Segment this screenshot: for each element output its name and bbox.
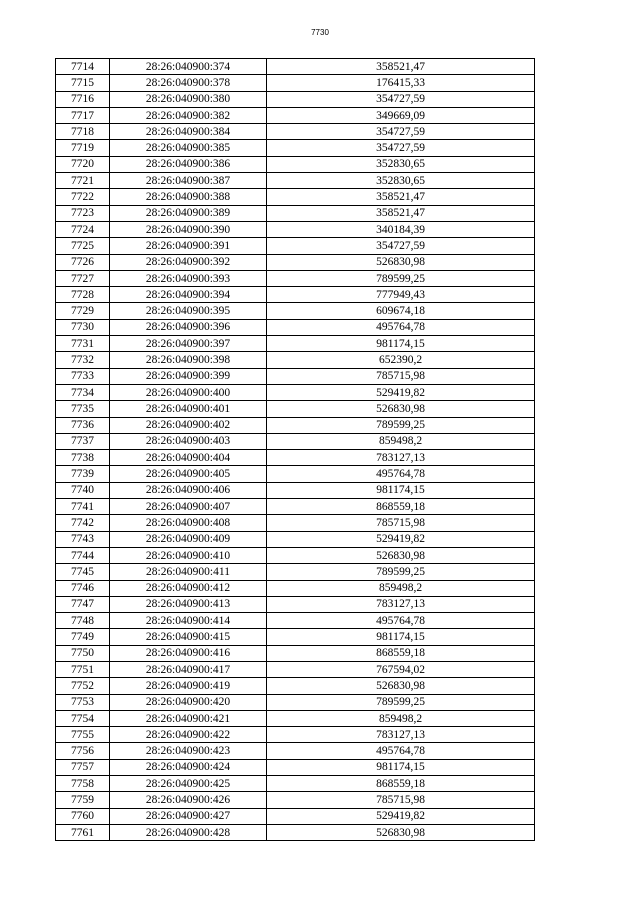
cadastral-value-cell: 358521,47 [267, 59, 535, 75]
cadastral-number-cell: 28:26:040900:396 [110, 319, 267, 335]
table-row [56, 173, 535, 189]
row-number-cell: 7717 [56, 107, 110, 123]
row-number-cell: 7752 [56, 678, 110, 694]
table-row [56, 384, 535, 400]
cadastral-value-cell: 354727,59 [267, 140, 535, 156]
cadastral-value-cell: 777949,43 [267, 287, 535, 303]
row-number-cell: 7730 [56, 319, 110, 335]
cadastral-number-cell: 28:26:040900:423 [110, 743, 267, 759]
row-number-cell: 7741 [56, 499, 110, 515]
table-row [56, 433, 535, 449]
table-row [56, 287, 535, 303]
table-row [56, 613, 535, 629]
cadastral-value-cell: 783127,13 [267, 727, 535, 743]
row-number-cell: 7753 [56, 694, 110, 710]
cadastral-number-cell: 28:26:040900:385 [110, 140, 267, 156]
cadastral-value-cell: 495764,78 [267, 743, 535, 759]
cadastral-value-cell: 352830,65 [267, 156, 535, 172]
row-number-cell: 7734 [56, 384, 110, 400]
cadastral-value-cell: 354727,59 [267, 124, 535, 140]
cadastral-number-cell: 28:26:040900:392 [110, 254, 267, 270]
cadastral-number-cell: 28:26:040900:419 [110, 678, 267, 694]
table-row [56, 189, 535, 205]
cadastral-value-cell: 495764,78 [267, 613, 535, 629]
table-row [56, 482, 535, 498]
row-number-cell: 7714 [56, 59, 110, 75]
cadastral-value-cell: 176415,33 [267, 75, 535, 91]
row-number-cell: 7723 [56, 205, 110, 221]
cadastral-number-cell: 28:26:040900:398 [110, 352, 267, 368]
cadastral-value-cell: 859498,2 [267, 710, 535, 726]
cadastral-number-cell: 28:26:040900:406 [110, 482, 267, 498]
cadastral-number-cell: 28:26:040900:417 [110, 661, 267, 677]
table-row [56, 466, 535, 482]
cadastral-value-cell: 529419,82 [267, 808, 535, 824]
row-number-cell: 7738 [56, 450, 110, 466]
cadastral-number-cell: 28:26:040900:405 [110, 466, 267, 482]
row-number-cell: 7725 [56, 238, 110, 254]
table-row [56, 824, 535, 840]
table-row [56, 629, 535, 645]
row-number-cell: 7754 [56, 710, 110, 726]
table-row [56, 156, 535, 172]
row-number-cell: 7756 [56, 743, 110, 759]
table-row [56, 710, 535, 726]
cadastral-value-cell: 767594,02 [267, 661, 535, 677]
row-number-cell: 7729 [56, 303, 110, 319]
cadastral-number-cell: 28:26:040900:403 [110, 433, 267, 449]
cadastral-number-cell: 28:26:040900:380 [110, 91, 267, 107]
row-number-cell: 7722 [56, 189, 110, 205]
cadastral-number-cell: 28:26:040900:422 [110, 727, 267, 743]
cadastral-value-cell: 783127,13 [267, 596, 535, 612]
table-row [56, 596, 535, 612]
cadastral-number-cell: 28:26:040900:397 [110, 336, 267, 352]
table-row [56, 580, 535, 596]
cadastral-number-cell: 28:26:040900:416 [110, 645, 267, 661]
cadastral-value-cell: 868559,18 [267, 645, 535, 661]
cadastral-value-cell: 981174,15 [267, 759, 535, 775]
cadastral-number-cell: 28:26:040900:415 [110, 629, 267, 645]
cadastral-value-cell: 868559,18 [267, 499, 535, 515]
cadastral-number-cell: 28:26:040900:394 [110, 287, 267, 303]
table-row [56, 107, 535, 123]
cadastral-number-cell: 28:26:040900:391 [110, 238, 267, 254]
table-row [56, 368, 535, 384]
row-number-cell: 7748 [56, 613, 110, 629]
table-row [56, 678, 535, 694]
cadastral-number-cell: 28:26:040900:389 [110, 205, 267, 221]
table-row [56, 743, 535, 759]
cadastral-value-cell: 340184,39 [267, 221, 535, 237]
table-row [56, 515, 535, 531]
row-number-cell: 7758 [56, 776, 110, 792]
row-number-cell: 7727 [56, 270, 110, 286]
cadastral-value-cell: 495764,78 [267, 319, 535, 335]
cadastral-number-cell: 28:26:040900:412 [110, 580, 267, 596]
cadastral-value-cell: 789599,25 [267, 417, 535, 433]
cadastral-value-cell: 358521,47 [267, 205, 535, 221]
table-row [56, 238, 535, 254]
cadastral-value-cell: 358521,47 [267, 189, 535, 205]
row-number-cell: 7721 [56, 173, 110, 189]
table-row [56, 694, 535, 710]
cadastral-value-cell: 352830,65 [267, 173, 535, 189]
table-row [56, 124, 535, 140]
cadastral-value-table [55, 58, 535, 841]
row-number-cell: 7743 [56, 531, 110, 547]
table-row [56, 776, 535, 792]
cadastral-number-cell: 28:26:040900:387 [110, 173, 267, 189]
table-row [56, 254, 535, 270]
cadastral-value-cell: 652390,2 [267, 352, 535, 368]
table-row [56, 352, 535, 368]
cadastral-value-cell: 529419,82 [267, 384, 535, 400]
table-row [56, 91, 535, 107]
row-number-cell: 7742 [56, 515, 110, 531]
cadastral-number-cell: 28:26:040900:374 [110, 59, 267, 75]
row-number-cell: 7718 [56, 124, 110, 140]
cadastral-value-cell: 785715,98 [267, 792, 535, 808]
table-row [56, 59, 535, 75]
table-row [56, 336, 535, 352]
table-row [56, 661, 535, 677]
table-row [56, 205, 535, 221]
row-number-cell: 7745 [56, 564, 110, 580]
cadastral-value-cell: 349669,09 [267, 107, 535, 123]
cadastral-value-cell: 526830,98 [267, 547, 535, 563]
row-number-cell: 7751 [56, 661, 110, 677]
cadastral-number-cell: 28:26:040900:402 [110, 417, 267, 433]
cadastral-value-cell: 609674,18 [267, 303, 535, 319]
table-row [56, 401, 535, 417]
cadastral-value-cell: 526830,98 [267, 401, 535, 417]
table-row [56, 140, 535, 156]
cadastral-number-cell: 28:26:040900:414 [110, 613, 267, 629]
row-number-cell: 7726 [56, 254, 110, 270]
row-number-cell: 7737 [56, 433, 110, 449]
cadastral-number-cell: 28:26:040900:393 [110, 270, 267, 286]
table-row [56, 727, 535, 743]
table-row [56, 75, 535, 91]
cadastral-number-cell: 28:26:040900:395 [110, 303, 267, 319]
row-number-cell: 7728 [56, 287, 110, 303]
cadastral-number-cell: 28:26:040900:411 [110, 564, 267, 580]
table-row [56, 450, 535, 466]
table-row [56, 499, 535, 515]
row-number-cell: 7750 [56, 645, 110, 661]
table-row [56, 792, 535, 808]
table-row [56, 319, 535, 335]
cadastral-value-cell: 785715,98 [267, 515, 535, 531]
cadastral-number-cell: 28:26:040900:427 [110, 808, 267, 824]
row-number-cell: 7746 [56, 580, 110, 596]
cadastral-number-cell: 28:26:040900:382 [110, 107, 267, 123]
table-row [56, 270, 535, 286]
row-number-cell: 7761 [56, 824, 110, 840]
row-number-cell: 7740 [56, 482, 110, 498]
cadastral-value-cell: 981174,15 [267, 336, 535, 352]
table-row [56, 531, 535, 547]
cadastral-value-cell: 526830,98 [267, 678, 535, 694]
row-number-cell: 7715 [56, 75, 110, 91]
cadastral-number-cell: 28:26:040900:421 [110, 710, 267, 726]
table-row [56, 808, 535, 824]
row-number-cell: 7747 [56, 596, 110, 612]
table-row [56, 547, 535, 563]
cadastral-value-cell: 783127,13 [267, 450, 535, 466]
cadastral-number-cell: 28:26:040900:407 [110, 499, 267, 515]
cadastral-number-cell: 28:26:040900:428 [110, 824, 267, 840]
cadastral-number-cell: 28:26:040900:410 [110, 547, 267, 563]
cadastral-number-cell: 28:26:040900:401 [110, 401, 267, 417]
row-number-cell: 7733 [56, 368, 110, 384]
table-row [56, 759, 535, 775]
cadastral-value-cell: 529419,82 [267, 531, 535, 547]
cadastral-value-cell: 868559,18 [267, 776, 535, 792]
cadastral-number-cell: 28:26:040900:400 [110, 384, 267, 400]
cadastral-number-cell: 28:26:040900:384 [110, 124, 267, 140]
table-row [56, 564, 535, 580]
table-row [56, 303, 535, 319]
row-number-cell: 7716 [56, 91, 110, 107]
cadastral-value-cell: 526830,98 [267, 824, 535, 840]
row-number-cell: 7731 [56, 336, 110, 352]
row-number-cell: 7736 [56, 417, 110, 433]
cadastral-number-cell: 28:26:040900:399 [110, 368, 267, 384]
cadastral-number-cell: 28:26:040900:420 [110, 694, 267, 710]
cadastral-number-cell: 28:26:040900:424 [110, 759, 267, 775]
row-number-cell: 7735 [56, 401, 110, 417]
cadastral-number-cell: 28:26:040900:413 [110, 596, 267, 612]
cadastral-number-cell: 28:26:040900:409 [110, 531, 267, 547]
row-number-cell: 7724 [56, 221, 110, 237]
row-number-cell: 7757 [56, 759, 110, 775]
cadastral-value-cell: 859498,2 [267, 580, 535, 596]
cadastral-value-cell: 981174,15 [267, 629, 535, 645]
cadastral-number-cell: 28:26:040900:426 [110, 792, 267, 808]
row-number-cell: 7739 [56, 466, 110, 482]
row-number-cell: 7760 [56, 808, 110, 824]
row-number-cell: 7744 [56, 547, 110, 563]
table-row [56, 221, 535, 237]
cadastral-value-cell: 981174,15 [267, 482, 535, 498]
cadastral-value-cell: 789599,25 [267, 564, 535, 580]
cadastral-value-cell: 354727,59 [267, 238, 535, 254]
cadastral-number-cell: 28:26:040900:408 [110, 515, 267, 531]
row-number-cell: 7755 [56, 727, 110, 743]
cadastral-value-cell: 354727,59 [267, 91, 535, 107]
row-number-cell: 7720 [56, 156, 110, 172]
cadastral-number-cell: 28:26:040900:386 [110, 156, 267, 172]
cadastral-value-cell: 789599,25 [267, 694, 535, 710]
row-number-cell: 7749 [56, 629, 110, 645]
row-number-cell: 7732 [56, 352, 110, 368]
table-row [56, 645, 535, 661]
page-number: 7730 [311, 28, 329, 37]
cadastral-value-cell: 859498,2 [267, 433, 535, 449]
table-body [56, 59, 535, 841]
cadastral-value-cell: 526830,98 [267, 254, 535, 270]
cadastral-number-cell: 28:26:040900:390 [110, 221, 267, 237]
row-number-cell: 7719 [56, 140, 110, 156]
cadastral-number-cell: 28:26:040900:425 [110, 776, 267, 792]
cadastral-value-cell: 495764,78 [267, 466, 535, 482]
cadastral-number-cell: 28:26:040900:388 [110, 189, 267, 205]
cadastral-number-cell: 28:26:040900:404 [110, 450, 267, 466]
cadastral-value-cell: 785715,98 [267, 368, 535, 384]
row-number-cell: 7759 [56, 792, 110, 808]
cadastral-value-cell: 789599,25 [267, 270, 535, 286]
table-row [56, 417, 535, 433]
cadastral-number-cell: 28:26:040900:378 [110, 75, 267, 91]
